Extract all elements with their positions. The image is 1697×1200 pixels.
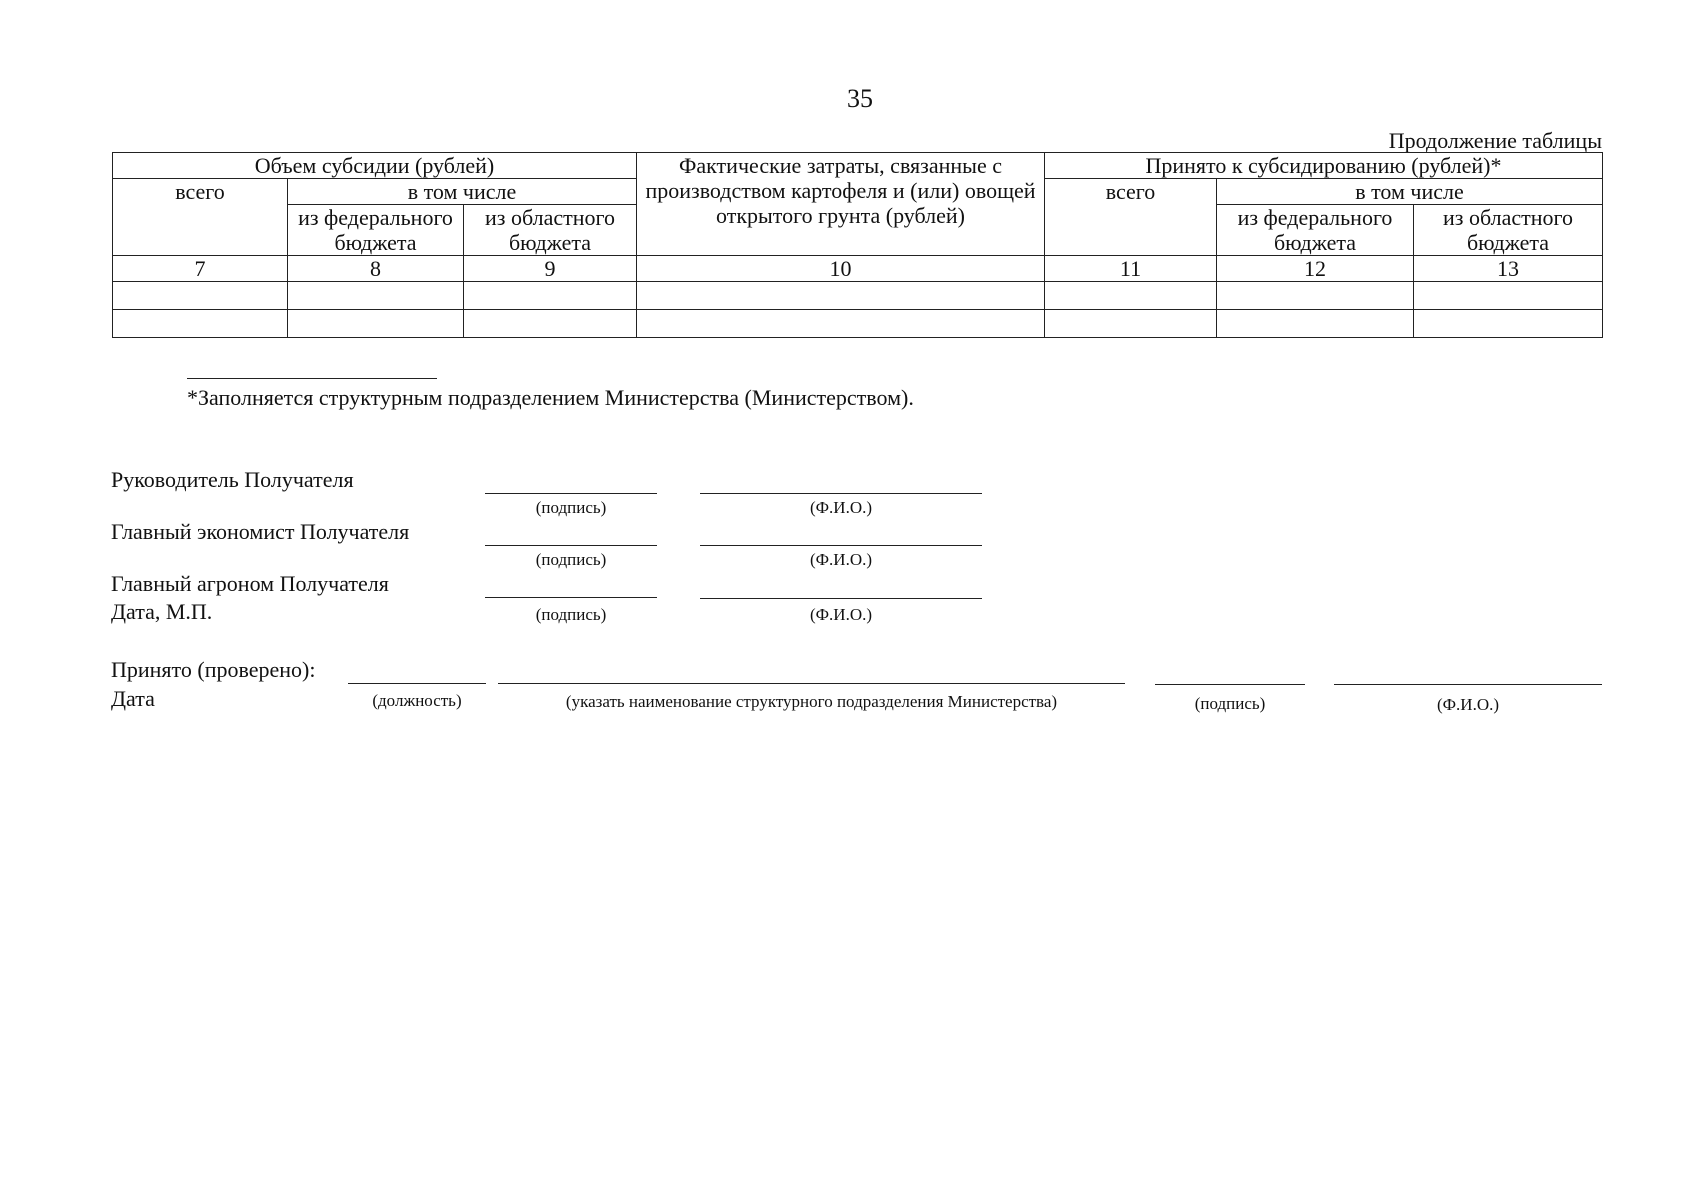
column-number: 10 <box>637 256 1045 282</box>
agronomist-name-line <box>700 598 982 599</box>
accepted-signature-caption: (подпись) <box>1194 694 1266 713</box>
table-cell <box>288 310 464 338</box>
accepted-signature-line <box>1155 684 1305 685</box>
page-number: 35 <box>847 84 873 113</box>
subsidy-federal-header: из федерального бюджета <box>288 205 464 256</box>
table-cell <box>288 282 464 310</box>
agronomist-label: Главный агроном Получателя <box>111 571 389 596</box>
table-cell <box>637 282 1045 310</box>
table-cell <box>1045 310 1217 338</box>
position-line <box>348 683 486 684</box>
economist-name-line <box>700 545 982 546</box>
footnote-separator <box>187 378 437 379</box>
actual-costs-header: Фактические затраты, связанные с производством картофеля и (или) овощей открытого грунта (рублей) <box>637 153 1045 256</box>
accepted-including-header: в том числе <box>1217 179 1603 205</box>
department-line <box>498 683 1125 684</box>
head-label: Руководитель Получателя <box>111 467 354 492</box>
subsidy-regional-header: из областного бюджета <box>464 205 637 256</box>
accepted-total-header: всего <box>1045 179 1217 256</box>
accepted-federal-header: из федерального бюджета <box>1217 205 1414 256</box>
head-signature-caption: (подпись) <box>535 498 607 517</box>
table-cell <box>1414 310 1603 338</box>
accepted-regional-header: из областного бюджета <box>1414 205 1603 256</box>
economist-signature-line <box>485 545 657 546</box>
head-name-line <box>700 493 982 494</box>
table-continuation-label: Продолжение таблицы <box>1388 128 1602 153</box>
economist-name-caption: (Ф.И.О.) <box>809 550 873 569</box>
column-number: 7 <box>113 256 288 282</box>
agronomist-signature-line <box>485 597 657 598</box>
economist-label: Главный экономист Получателя <box>111 519 410 544</box>
table-cell <box>464 310 637 338</box>
column-number: 8 <box>288 256 464 282</box>
column-number: 13 <box>1414 256 1603 282</box>
table-cell <box>113 282 288 310</box>
table-cell <box>1217 282 1414 310</box>
accepted-date-label: Дата <box>111 686 155 711</box>
column-number: 11 <box>1045 256 1217 282</box>
column-number: 9 <box>464 256 637 282</box>
table-cell <box>113 310 288 338</box>
column-number: 12 <box>1217 256 1414 282</box>
economist-signature-caption: (подпись) <box>535 550 607 569</box>
head-signature-line <box>485 493 657 494</box>
column-number-row <box>113 256 1603 282</box>
footnote: *Заполняется структурным подразделением Министерства (Министерством). <box>187 385 914 410</box>
accepted-subsidy-header: Принято к субсидированию (рублей)* <box>1045 153 1603 179</box>
table-cell <box>637 310 1045 338</box>
subsidy-volume-header: Объем субсидии (рублей) <box>113 153 637 179</box>
accepted-label: Принято (проверено): <box>111 657 316 682</box>
table-cell <box>464 282 637 310</box>
table-cell <box>1414 282 1603 310</box>
accepted-name-caption: (Ф.И.О.) <box>1436 695 1500 714</box>
head-name-caption: (Ф.И.О.) <box>809 498 873 517</box>
date-stamp-label: Дата, М.П. <box>111 599 213 624</box>
agronomist-signature-caption: (подпись) <box>535 605 607 624</box>
position-caption: (должность) <box>372 691 462 710</box>
agronomist-name-caption: (Ф.И.О.) <box>809 605 873 624</box>
table-row <box>113 282 1603 310</box>
table-cell <box>1217 310 1414 338</box>
table-cell <box>1045 282 1217 310</box>
table-row <box>113 310 1603 338</box>
subsidy-table <box>112 152 1603 338</box>
accepted-name-line <box>1334 684 1602 685</box>
subsidy-total-header: всего <box>113 179 288 256</box>
subsidy-including-header: в том числе <box>288 179 637 205</box>
department-caption: (указать наименование структурного подразделения Министерства) <box>565 692 1058 711</box>
